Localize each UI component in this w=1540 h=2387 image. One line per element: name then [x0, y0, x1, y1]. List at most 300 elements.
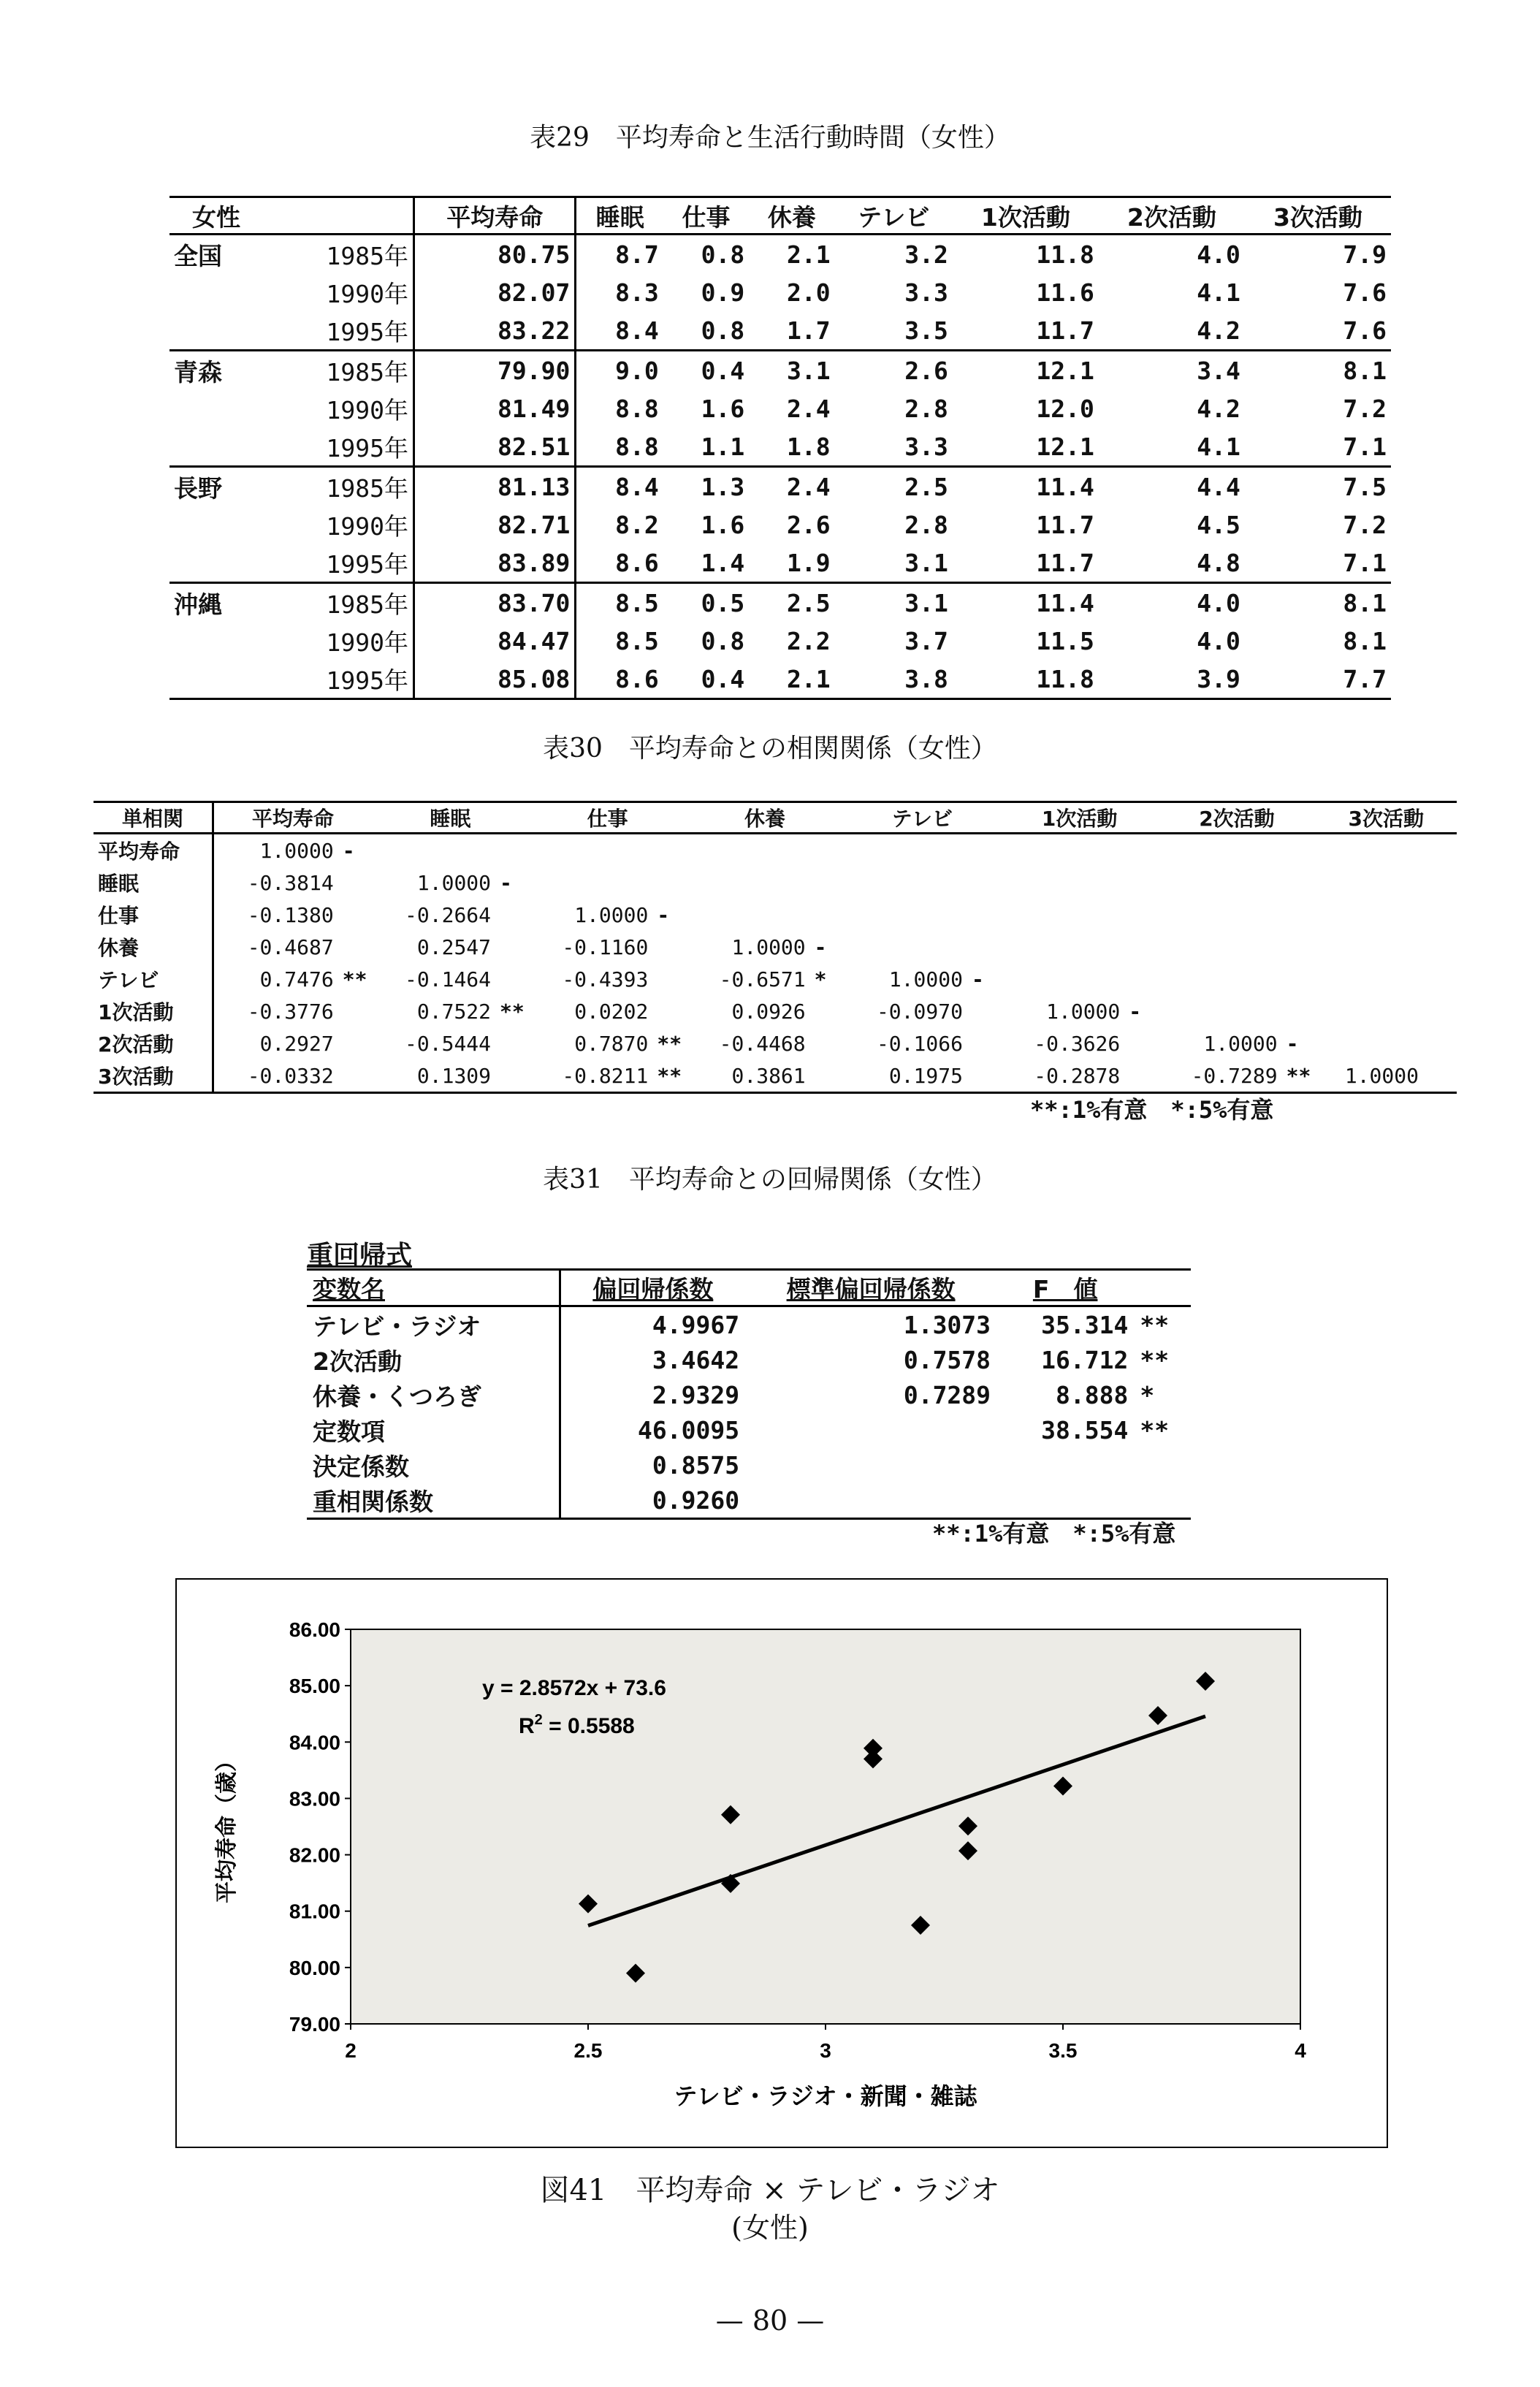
table30-header-cell: テレビ [844, 802, 1001, 834]
table31-cell: ** [1140, 1310, 1170, 1339]
table30-value: 1.0000 [259, 838, 334, 863]
table31-header-cell: 標準偏回帰係数 [745, 1270, 996, 1306]
table31-cell [996, 1482, 1134, 1519]
table29-cell: 7.1 [1245, 544, 1391, 583]
table30-significance: - [657, 902, 670, 927]
table29-row [169, 351, 1391, 390]
table29-cell: 11.7 [953, 544, 1099, 583]
table30-value: -0.1464 [405, 967, 492, 991]
table30-significance: - [500, 870, 512, 895]
table29-cell: 2.6 [787, 510, 831, 539]
table30-row [94, 834, 1457, 867]
table30-value: -0.1066 [876, 1031, 963, 1056]
table30-value [1316, 867, 1423, 899]
table29-cell: 11.4 [1036, 588, 1094, 617]
table30-significance [338, 867, 372, 899]
table30-value: 1.0000 [1316, 1059, 1423, 1093]
table30-header-cell: 2次活動 [1158, 802, 1315, 834]
table30-significance [1423, 931, 1457, 963]
y-axis-label: 平均寿命（歳） [214, 1750, 240, 1903]
table29-row [169, 311, 1391, 351]
table30-significance [810, 867, 844, 899]
table30-header-row [94, 802, 1457, 834]
table29-cell: 1.1 [663, 427, 749, 467]
table29-cell: 82.71 [414, 506, 576, 544]
table29-cell: 4.8 [1099, 544, 1245, 583]
table30-significance [338, 1059, 372, 1093]
table30-significance [1423, 1059, 1457, 1093]
table30-value [686, 867, 809, 899]
table29-prefecture: 青森 [174, 357, 222, 387]
table30-row [94, 867, 1457, 899]
table29-cell: 3.3 [904, 278, 948, 307]
table30-significance: ** [500, 999, 525, 1024]
table30-significance [1282, 963, 1316, 995]
y-tick-label: 84.00 [289, 1731, 340, 1754]
table29-cell: 0.8 [701, 626, 745, 655]
table31-cell: 35.314 [1041, 1310, 1129, 1339]
table31-variable: 決定係数 [307, 1447, 560, 1482]
table29-cell: 2.6 [904, 356, 948, 385]
table30-value [372, 834, 495, 867]
table29-cell: 1.6 [701, 510, 745, 539]
table30-value [1316, 931, 1423, 963]
table29-year: 1990年 [326, 279, 408, 308]
table29-cell: 11.7 [1036, 510, 1094, 539]
table29-row [169, 583, 1391, 623]
x-tick-label: 4 [1295, 2039, 1306, 2062]
table30-header-cell: 睡眠 [372, 802, 529, 834]
table29-cell: 80.75 [414, 235, 576, 274]
table31-header-cell: 変数名 [307, 1270, 560, 1306]
table29-cell: 2.4 [787, 394, 831, 423]
table30-value [1158, 834, 1281, 867]
table29-year: 1990年 [326, 628, 408, 657]
table29-cell: 7.9 [1343, 240, 1387, 269]
table31-cell: 0.9260 [560, 1482, 745, 1519]
figure41-chart [175, 1578, 1388, 2148]
table31-cell: 46.0095 [638, 1415, 740, 1444]
table29-row [169, 506, 1391, 544]
table31-cell: 0.7289 [903, 1380, 991, 1409]
table29-cell: 0.4 [701, 356, 745, 385]
table29-row [169, 389, 1391, 427]
y-tick-label: 79.00 [289, 2013, 340, 2036]
table30-value: -0.1380 [247, 902, 334, 927]
table31-variable: 重相関係数 [307, 1482, 560, 1519]
table29-prefecture [169, 273, 263, 311]
table29-header-cell: 1次活動 [953, 197, 1099, 235]
table30-value [844, 899, 967, 931]
figure41-caption-line2: (女性) [731, 2212, 809, 2244]
table29-cell: 85.08 [414, 660, 576, 699]
table30-significance [495, 834, 529, 867]
table30-significance: - [814, 934, 827, 959]
table29-cell: 2.5 [904, 472, 948, 501]
y-tick-label: 82.00 [289, 1843, 340, 1867]
table30-value: -0.7289 [1158, 1059, 1281, 1093]
table30-significance [967, 995, 1001, 1027]
table31-cell [1134, 1447, 1191, 1482]
table29-header-cell: 睡眠 [576, 197, 663, 235]
table29-cell: 9.0 [576, 351, 663, 390]
table29-prefecture [169, 389, 263, 427]
table30-value: -0.0332 [213, 1059, 338, 1093]
table30-value [529, 834, 652, 867]
table29-cell: 2.1 [749, 660, 834, 699]
table29-cell: 8.7 [576, 235, 663, 274]
table29-cell: 4.0 [1197, 588, 1240, 617]
table30-value [1316, 834, 1423, 867]
table30-value: 0.2547 [416, 934, 492, 959]
table29-cell: 3.3 [835, 427, 953, 467]
table29-cell: 1.4 [663, 544, 749, 583]
table29-cell: 8.5 [576, 622, 663, 660]
table30-value [529, 867, 652, 899]
table29-row [169, 660, 1391, 699]
table30-value: -0.3814 [247, 870, 334, 895]
table29-cell: 11.4 [1036, 472, 1094, 501]
table31-cell: ** [1140, 1345, 1170, 1374]
table31-cell [996, 1447, 1134, 1482]
table30-row-label: 2次活動 [94, 1027, 213, 1059]
table31-row [307, 1482, 1191, 1519]
table29-header-row [169, 197, 1391, 235]
table29-year: 1985年 [326, 241, 408, 270]
table30-significance: * [814, 967, 827, 991]
table30-value: 0.3861 [686, 1059, 809, 1093]
table29-year: 1990年 [326, 511, 408, 541]
table30-value: -0.5444 [405, 1031, 492, 1056]
table30-value: -0.2664 [405, 902, 492, 927]
trendline-equation: y = 2.8572x + 73.6 [482, 1676, 666, 1700]
table31-header-cell: 偏回帰係数 [560, 1270, 745, 1306]
table29-prefecture: 沖縄 [174, 590, 222, 619]
table30-significance [1423, 963, 1457, 995]
table29-cell: 4.0 [1197, 626, 1240, 655]
table30-value [1001, 867, 1124, 899]
table29-cell: 3.2 [904, 240, 948, 269]
table29-cell: 7.2 [1343, 510, 1387, 539]
table30-significance: - [1129, 999, 1142, 1024]
table31-row [307, 1306, 1191, 1343]
table29-cell: 8.1 [1343, 588, 1387, 617]
table29-row [169, 427, 1391, 467]
table29-cell: 4.0 [1197, 240, 1240, 269]
table30-significance [652, 931, 686, 963]
table29-prefecture [169, 622, 263, 660]
table30-value [1001, 931, 1124, 963]
table29-caption: 表29 平均寿命と生活行動時間（女性） [530, 123, 1010, 153]
table29-cell: 7.6 [1343, 278, 1387, 307]
table30-value: 0.7476 [259, 967, 334, 991]
table30-row-label: 3次活動 [94, 1059, 213, 1093]
table29-cell: 3.1 [835, 544, 953, 583]
table30-value [1316, 995, 1423, 1027]
table29-cell: 84.47 [414, 622, 576, 660]
table30-significance [1124, 1059, 1158, 1093]
table30-significance [810, 995, 844, 1027]
y-tick-label: 83.00 [289, 1787, 340, 1811]
table30-value [1001, 834, 1124, 867]
table30-header-cell: 1次活動 [1001, 802, 1158, 834]
table29-year: 1990年 [326, 395, 408, 425]
table29-cell: 2.4 [787, 472, 831, 501]
table30-significance [967, 1027, 1001, 1059]
table30-significance [1423, 867, 1457, 899]
table31-row [307, 1377, 1191, 1412]
table29-year: 1995年 [263, 660, 414, 699]
table29-cell: 3.7 [904, 626, 948, 655]
table31-row [307, 1342, 1191, 1377]
table30-value [686, 899, 809, 931]
table30-significance [652, 995, 686, 1027]
table30-significance: ** [342, 967, 367, 991]
table30-significance [810, 899, 844, 931]
table30-value [1158, 931, 1281, 963]
table29-cell: 79.90 [414, 351, 576, 390]
table29-cell: 11.7 [953, 311, 1099, 351]
table31 [307, 1268, 1191, 1520]
table30 [94, 801, 1457, 1094]
table30-significance: - [971, 967, 984, 991]
table29-cell: 8.8 [576, 389, 663, 427]
table29-cell: 7.6 [1245, 311, 1391, 351]
table29-cell: 1.8 [749, 427, 834, 467]
table30-value [1158, 963, 1281, 995]
table29-prefecture [169, 506, 263, 544]
table29-cell: 4.4 [1197, 472, 1240, 501]
table31-cell: 0.8575 [652, 1450, 740, 1480]
table30-row [94, 995, 1457, 1027]
table29-cell: 83.89 [414, 544, 576, 583]
table30-value [1158, 867, 1281, 899]
table29-cell: 2.1 [787, 240, 831, 269]
table30-header-cell: 3次活動 [1316, 802, 1457, 834]
table31-row [307, 1412, 1191, 1447]
table29-header-cell: テレビ [835, 197, 953, 235]
table30-significance [1282, 867, 1316, 899]
table31-cell: 1.3073 [903, 1310, 991, 1339]
figure41-caption-line1: 図41 平均寿命 × テレビ・ラジオ [540, 2174, 1000, 2207]
table29-cell: 7.2 [1343, 394, 1387, 423]
table30-significance [652, 867, 686, 899]
table30-significance: ** [652, 1059, 686, 1093]
table29-cell: 81.49 [414, 389, 576, 427]
table29-cell: 3.9 [1099, 660, 1245, 699]
table30-value: 1.0000 [1046, 999, 1121, 1024]
table30-significance [338, 995, 372, 1027]
table31-cell: 0.7578 [903, 1345, 991, 1374]
table29-cell: 12.1 [1036, 356, 1094, 385]
y-tick-label: 86.00 [289, 1618, 340, 1641]
table30-significance [338, 1027, 372, 1059]
table29-cell: 11.8 [1036, 240, 1094, 269]
table29-cell: 1.9 [749, 544, 834, 583]
table29-cell: 4.1 [1197, 278, 1240, 307]
table29-cell: 4.5 [1197, 510, 1240, 539]
table30-significance [1423, 899, 1457, 931]
table31-header-row [307, 1270, 1191, 1306]
table29-cell: 11.8 [953, 660, 1099, 699]
table30-significance [967, 1059, 1001, 1093]
table30-significance [1124, 834, 1158, 867]
table29-header-cell [263, 197, 414, 235]
x-axis-label: テレビ・ラジオ・新聞・雑誌 [674, 2082, 977, 2110]
x-tick-label: 3.5 [1048, 2039, 1078, 2062]
table30-value: -0.2878 [1001, 1059, 1124, 1093]
table29-row [169, 622, 1391, 660]
table29-cell: 0.8 [663, 311, 749, 351]
table30-significance [495, 899, 529, 931]
table29-prefecture [169, 660, 263, 699]
table30-value: -0.4393 [562, 967, 649, 991]
table29-year: 1985年 [326, 357, 408, 387]
table29-row [169, 544, 1391, 583]
table30-value [844, 867, 967, 899]
table30-significance: - [342, 838, 355, 863]
table29-cell: 11.6 [1036, 278, 1094, 307]
table29-cell: 3.1 [904, 588, 948, 617]
table29-cell: 2.2 [787, 626, 831, 655]
table29-year: 1985年 [326, 590, 408, 619]
table30-significance [495, 1027, 529, 1059]
table31-cell: ** [1140, 1415, 1170, 1444]
table30-row [94, 1059, 1457, 1093]
table29-row [169, 235, 1391, 274]
table30-value: -0.6571 [719, 967, 806, 991]
table31-cell: 2.9329 [652, 1380, 740, 1409]
table29-year: 1995年 [263, 311, 414, 351]
table31-note: **:1%有意 *:5%有意 [932, 1520, 1176, 1547]
table30-row-label: 平均寿命 [94, 834, 213, 867]
table30-significance [810, 834, 844, 867]
table30-corner: 単相関 [94, 802, 213, 834]
table31-variable: 2次活動 [307, 1342, 560, 1377]
table31-header-cell [1134, 1270, 1191, 1306]
table29-year: 1985年 [326, 473, 408, 503]
table29-cell: 2.5 [787, 588, 831, 617]
table29-cell: 0.8 [701, 240, 745, 269]
table29-header-cell: 2次活動 [1099, 197, 1245, 235]
table29-cell: 7.1 [1245, 427, 1391, 467]
table29-cell: 82.07 [414, 273, 576, 311]
table31-title: 重回帰式 [307, 1241, 413, 1271]
table30-significance [967, 834, 1001, 867]
table30-note: **:1%有意 *:5%有意 [1030, 1096, 1274, 1124]
table29-cell: 12.1 [953, 427, 1099, 467]
table31-row [307, 1447, 1191, 1482]
table30-value: -0.4687 [247, 934, 334, 959]
table29-prefecture [169, 544, 263, 583]
table29-cell: 3.1 [787, 356, 831, 385]
table30-value [1316, 963, 1423, 995]
table30-significance [338, 931, 372, 963]
y-tick-label: 85.00 [289, 1675, 340, 1698]
table29-cell: 7.5 [1343, 472, 1387, 501]
table31-cell: 8.888 [1055, 1380, 1129, 1409]
table29-cell: 82.51 [414, 427, 576, 467]
table30-value: 0.1309 [372, 1059, 495, 1093]
table31-cell: 38.554 [1041, 1415, 1129, 1444]
table29-cell: 1.3 [701, 472, 745, 501]
table29-cell: 2.8 [904, 394, 948, 423]
table31-variable: テレビ・ラジオ [307, 1306, 560, 1343]
table30-row-label: 仕事 [94, 899, 213, 931]
table30-value: -0.0970 [876, 999, 963, 1024]
table31-cell: 16.712 [1041, 1345, 1129, 1374]
table29-cell: 8.6 [576, 660, 663, 699]
table29-prefecture [169, 311, 263, 351]
table30-significance [652, 834, 686, 867]
table29-cell: 83.22 [414, 311, 576, 351]
table29-year: 1995年 [263, 427, 414, 467]
table30-value: 1.0000 [1203, 1031, 1278, 1056]
table30-significance [810, 1027, 844, 1059]
table29-cell: 83.70 [414, 583, 576, 623]
table30-significance [1423, 995, 1457, 1027]
table30-significance [1124, 931, 1158, 963]
table29-prefecture: 長野 [174, 473, 222, 503]
y-tick-label: 81.00 [289, 1900, 340, 1923]
table31-cell: 3.4642 [652, 1345, 740, 1374]
table29 [169, 196, 1391, 700]
table30-value [844, 834, 967, 867]
x-tick-label: 2 [345, 2039, 357, 2062]
table29-cell: 3.5 [835, 311, 953, 351]
table29-cell: 8.1 [1343, 626, 1387, 655]
table31-cell [745, 1482, 996, 1519]
table29-year: 1995年 [263, 544, 414, 583]
x-tick-label: 3 [820, 2039, 831, 2062]
table29-cell: 4.1 [1099, 427, 1245, 467]
table29-cell: 3.4 [1197, 356, 1240, 385]
table30-header-cell: 仕事 [529, 802, 686, 834]
table31-cell [745, 1412, 996, 1447]
table31-cell [1134, 1482, 1191, 1519]
table30-value: 0.7522 [416, 999, 492, 1024]
table30-row-label: 1次活動 [94, 995, 213, 1027]
table29-cell: 81.13 [414, 467, 576, 506]
table30-value [1316, 899, 1423, 931]
table30-significance [1282, 931, 1316, 963]
table29-cell: 0.9 [701, 278, 745, 307]
table30-value: 1.0000 [574, 902, 649, 927]
table29-header-cell: 平均寿命 [414, 197, 576, 235]
table30-row [94, 1027, 1457, 1059]
table30-significance [338, 899, 372, 931]
table29-row [169, 273, 1391, 311]
table30-value: 0.1975 [844, 1059, 967, 1093]
table29-header-cell: 3次活動 [1245, 197, 1391, 235]
table29-cell: 8.2 [576, 506, 663, 544]
table30-row-label: 睡眠 [94, 867, 213, 899]
table30-significance [652, 963, 686, 995]
table30-significance [1124, 1027, 1158, 1059]
table29-cell: 8.3 [576, 273, 663, 311]
table30-row [94, 931, 1457, 963]
table30-row [94, 963, 1457, 995]
table30-value [1316, 1027, 1423, 1059]
table30-significance [1423, 834, 1457, 867]
table31-variable: 休養・くつろぎ [307, 1377, 560, 1412]
table29-cell: 0.5 [701, 588, 745, 617]
table30-header-cell: 平均寿命 [213, 802, 371, 834]
table31-variable: 定数項 [307, 1412, 560, 1447]
table30-value [1001, 899, 1124, 931]
x-tick-label: 2.5 [573, 2039, 603, 2062]
table29-cell: 12.0 [1036, 394, 1094, 423]
